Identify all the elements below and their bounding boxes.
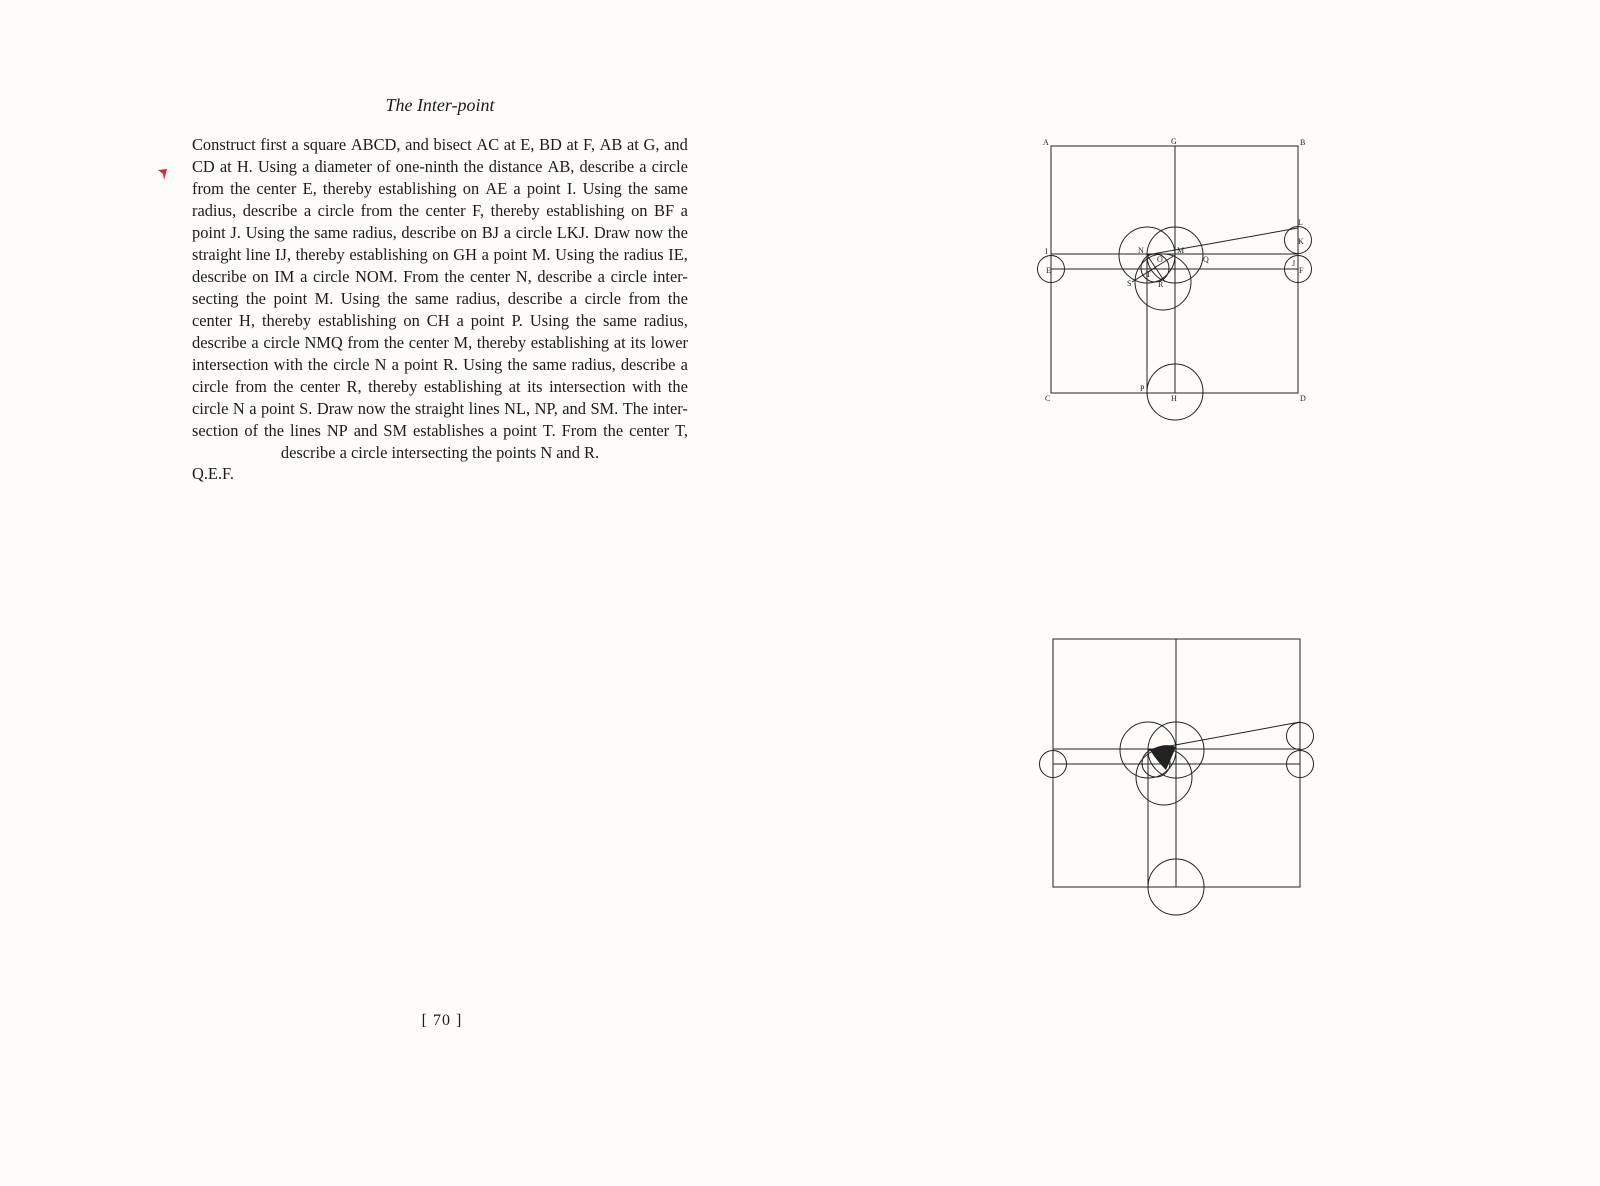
construction-text <box>192 134 688 464</box>
label-o: O <box>1157 255 1163 264</box>
inter-point-shape <box>1150 745 1176 770</box>
text-line: circle from the center R, thereby establishing at its intersection with the <box>192 377 688 396</box>
text-line: section of the lines NP and SM establishes a point T. From the center T, <box>192 421 688 440</box>
qef-mark: Q.E.F. <box>192 464 234 483</box>
page-number: [ 70 ] <box>421 1012 463 1029</box>
text-line: secting the point M. Using the same radius, describe a circle from the <box>192 289 688 308</box>
label-f: F <box>1299 266 1304 275</box>
red-marker-icon <box>158 169 168 181</box>
text-line: intersection with the circle N a point R. Using the same radius, describe a <box>192 355 688 374</box>
completed-construction-figure <box>1030 630 1330 930</box>
label-h: H <box>1171 394 1177 403</box>
label-i: I <box>1045 247 1048 256</box>
label-g: G <box>1171 137 1177 146</box>
text-line: radius, describe a circle from the center F, thereby establishing on BF a <box>192 201 688 220</box>
page-title: The Inter-point <box>385 95 495 115</box>
label-j: J <box>1292 259 1296 268</box>
label-a: A <box>1043 138 1049 147</box>
text-line: describe on IM a circle NOM. From the center N, describe a circle inter- <box>192 267 688 286</box>
label-e: E <box>1046 266 1051 275</box>
labeled-construction-figure <box>1030 130 1330 430</box>
text-line: describe a circle intersecting the points N and R. <box>280 443 600 462</box>
label-k: K <box>1298 237 1304 246</box>
text-line: Construct first a square ABCD, and bisect AC at E, BD at F, AB at G, and <box>192 135 688 154</box>
text-line: from the center E, thereby establishing on AE a point I. Using the same <box>192 179 688 198</box>
label-s: S <box>1127 279 1132 288</box>
text-line: straight line IJ, thereby establishing on GH a point M. Using the radius IE, <box>192 245 688 264</box>
label-m: M <box>1177 246 1185 255</box>
label-p: P <box>1140 384 1145 393</box>
label-r: R <box>1158 280 1164 289</box>
label-d: D <box>1300 394 1306 403</box>
label-t: T <box>1146 270 1151 279</box>
label-n: N <box>1138 246 1144 255</box>
text-line: CD at H. Using a diameter of one-ninth the distance AB, describe a circle <box>192 157 688 176</box>
label-l: L <box>1298 218 1303 227</box>
label-q: Q <box>1203 255 1209 264</box>
text-line: describe a circle NMQ from the center M, thereby establishing at its lower <box>192 333 688 352</box>
text-line: point J. Using the same radius, describe on BJ a circle LKJ. Draw now the <box>192 223 688 242</box>
text-line: circle N a point S. Draw now the straight lines NL, NP, and SM. The inter- <box>192 399 688 418</box>
text-line: center H, thereby establishing on CH a point P. Using the same radius, <box>192 311 688 330</box>
label-c: C <box>1045 394 1051 403</box>
label-b: B <box>1300 138 1306 147</box>
